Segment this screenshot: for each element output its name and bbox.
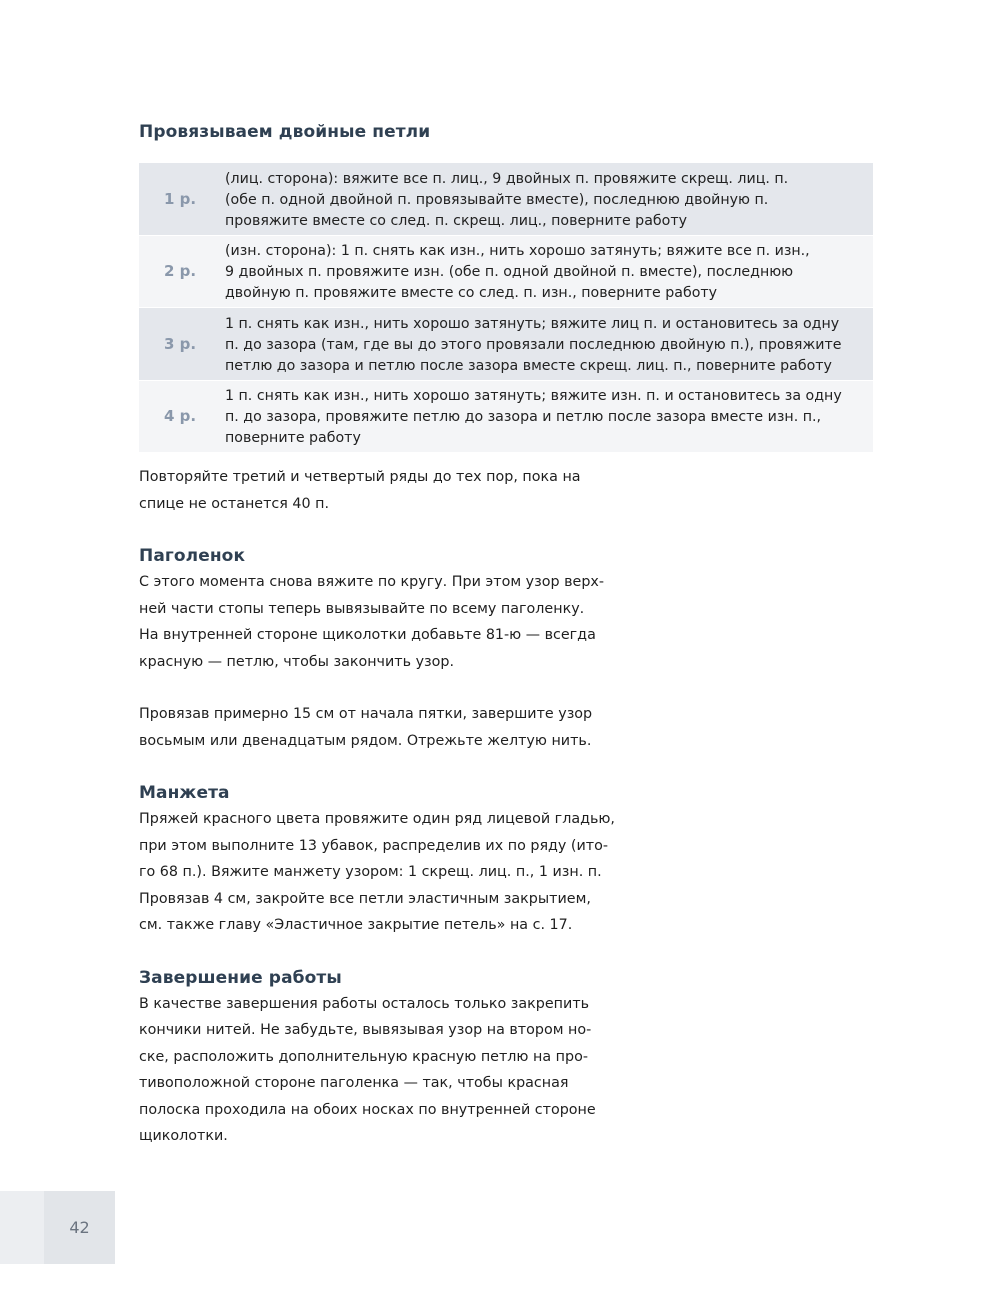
row-instruction: [211, 163, 873, 235]
section-title-leg: Паголенок: [139, 546, 246, 566]
cuff-paragraph: [139, 806, 629, 939]
row-label: [139, 236, 211, 308]
page-number: 42: [44, 1191, 115, 1264]
section-title-double-loops: Провязываем двойные петли: [139, 122, 431, 142]
text-line: см. также главу «Эластичное закрытие петель» на с. 17.: [139, 917, 573, 933]
row-line: двойную п. провяжите вместе со след. п. изн., поверните работу: [225, 285, 718, 302]
row-line: поверните работу: [225, 430, 361, 447]
text-line: щиколотки.: [139, 1128, 228, 1144]
table-row: [139, 236, 873, 308]
text-line: С этого момента снова вяжите по кругу. При этом узор верх-: [139, 574, 605, 590]
row-label: [139, 308, 211, 380]
text-line: спице не останется 40 п.: [139, 495, 330, 512]
leg-paragraph-1: [139, 569, 629, 675]
row-line: (лиц. сторона): вяжите все п. лиц., 9 двойных п. провяжите скрещ. лиц. п.: [225, 170, 789, 187]
text-line: В качестве завершения работы осталось только закрепить: [139, 995, 590, 1012]
repeat-rows-paragraph: [139, 464, 629, 517]
row-line: п. до зазора (там, где вы до этого провязали последнюю двойную п.), провяжите: [225, 336, 842, 353]
text-line: Повторяйте третий и четвертый ряды до тех пор, пока на: [139, 469, 581, 485]
instruction-table: [139, 163, 873, 452]
row-line: (изн. сторона): 1 п. снять как изн., нить хорошо затянуть; вяжите все п. изн.,: [225, 243, 810, 260]
text-line: ней части стопы теперь вывязывайте по всему паголенку.: [139, 600, 585, 617]
text-line: полоска проходила на обоих носках по внутренней стороне: [139, 1101, 596, 1118]
row-instruction: [211, 308, 873, 380]
text-line: при этом выполните 13 убавок, распределив их по ряду (ито-: [139, 837, 609, 854]
row-label-text: 3 р.: [163, 334, 197, 353]
row-label-text: 1 р.: [163, 189, 197, 208]
table-row: [139, 308, 873, 380]
row-label-text: 2 р.: [163, 262, 197, 281]
row-line: 1 п. снять как изн., нить хорошо затянуть; вяжите изн. п. и остановитесь за одну: [225, 388, 842, 405]
row-line: 1 п. снять как изн., нить хорошо затянуть; вяжите лиц п. и остановитесь за одну: [225, 315, 840, 332]
section-title-cuff: Манжета: [139, 783, 230, 803]
row-line: п. до зазора, провяжите петлю до зазора и петлю после зазора вместе изн. п.,: [225, 409, 822, 426]
row-line: (обе п. одной двойной п. провязывайте вместе), последнюю двойную п.: [225, 191, 769, 208]
text-line: Провязав примерно 15 см от начала пятки, завершите узор: [139, 706, 593, 722]
text-line: Пряжей красного цвета провяжите один ряд лицевой гладью,: [139, 811, 615, 827]
table-row: [139, 163, 873, 235]
row-label: [139, 381, 211, 453]
row-instruction: [211, 236, 873, 308]
text-line: кончики нитей. Не забудьте, вывязывая узор на втором но-: [139, 1022, 592, 1038]
table-row: [139, 381, 873, 453]
row-label: [139, 163, 211, 235]
page-number-box: [0, 1191, 115, 1264]
finish-paragraph: [139, 991, 629, 1150]
row-instruction: [211, 381, 873, 453]
page-number-tab: [0, 1215, 44, 1241]
row-line: петлю до зазора и петлю после зазора вместе скрещ. лиц. п., поверните работу: [225, 357, 832, 374]
page-content: [139, 118, 874, 1150]
text-line: ске, расположить дополнительную красную петлю на про-: [139, 1048, 588, 1065]
text-line: восьмым или двенадцатым рядом. Отрежьте желтую нить.: [139, 732, 592, 749]
row-line: 9 двойных п. провяжите изн. (обе п. одной двойной п. вместе), последнюю: [225, 264, 794, 281]
section-title-finish: Завершение работы: [139, 967, 342, 988]
text-line: красную — петлю, чтобы закончить узор.: [139, 653, 455, 670]
row-label-text: 4 р.: [163, 407, 197, 426]
text-line: Провязав 4 см, закройте все петли эластичным закрытием,: [139, 890, 591, 907]
text-line: На внутренней стороне щиколотки добавьте 81-ю — всегда: [139, 627, 596, 643]
leg-paragraph-2: [139, 701, 629, 754]
row-line: провяжите вместе со след. п. скрещ. лиц., поверните работу: [225, 212, 687, 229]
text-line: тивоположной стороне паголенка — так, чтобы красная: [139, 1075, 569, 1091]
text-line: го 68 п.). Вяжите манжету узором: 1 скрещ. лиц. п., 1 изн. п.: [139, 864, 602, 880]
